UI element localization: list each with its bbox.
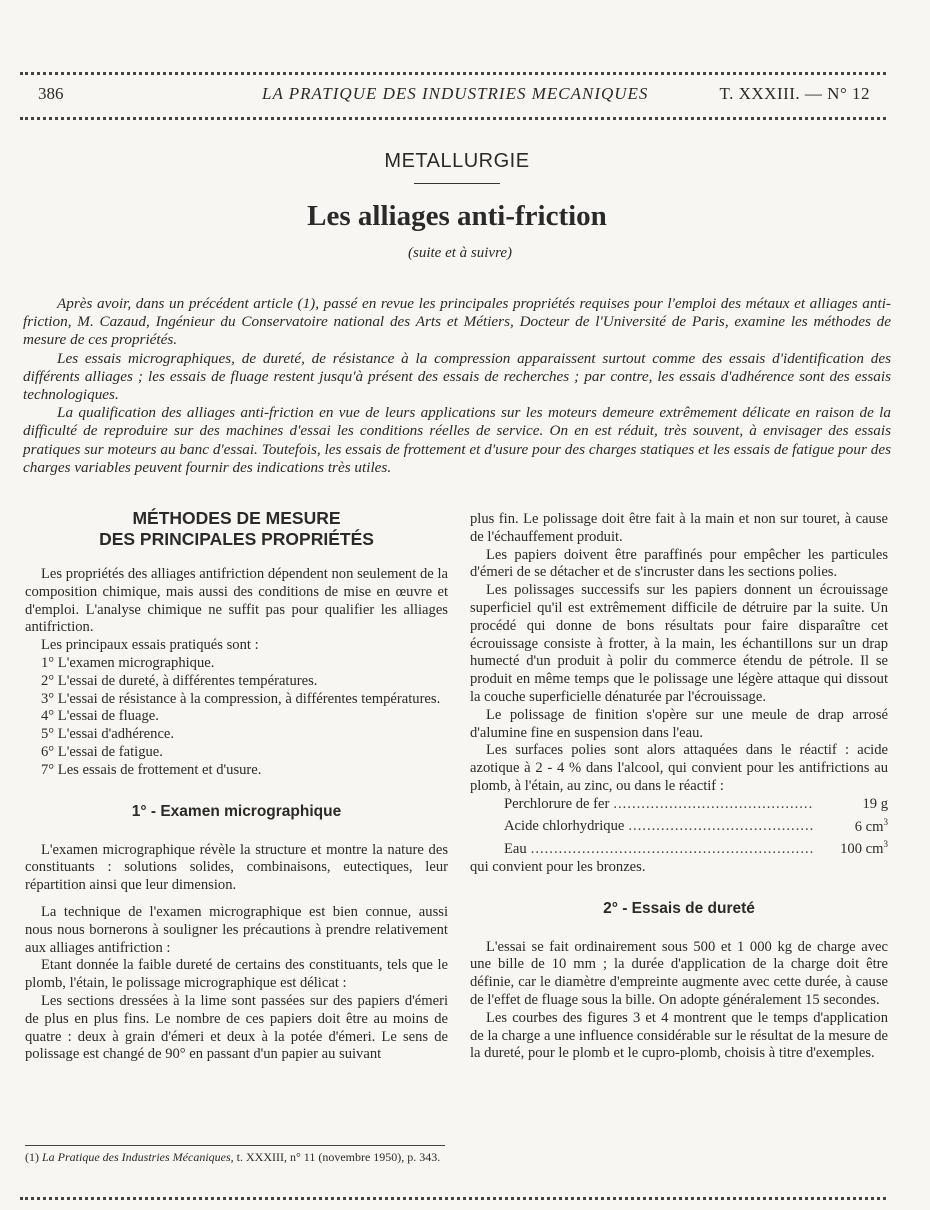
footnote [25,1150,445,1165]
intro-paragraph: La qualification des alliages anti-friction en vue de leurs applications sur les moteurs demeure extrêmement délicate en raison de la difficulté de reproduire sur des machines d'essai les conditions réelles de service. On en est réduit, très souvent, à envisager des essais pratiques sur moteurs au banc d'essai. Toutefois, les essais de frottement et d'usure pour des charges statiques et les essais de fatigue pour des charges variables peuvent fournir des indications très utiles. [23,404,891,476]
quantity-value: 6 cm [854,818,884,835]
tests-list [25,655,448,780]
top-dotted-rule [20,72,886,75]
body-paragraph: L'essai se fait ordinairement sous 500 et 1 000 kg de charge avec une bille de 10 mm ; la durée d'application de la charge doit être définie, car le diamètre d'empreinte augmente avec cette durée, à cause de l'effet de fluage sous la bille. On adopte généralement 15 secondes. [470,938,888,1009]
list-item: 5° L'essai d'adhérence. [41,726,175,743]
subsection-heading: 1° - Examen micrographique [131,802,342,820]
reagent-quantity [818,836,888,859]
paragraph-gap [25,895,448,904]
footnote-mark: (1) [25,1150,39,1164]
exponent: 3 [883,816,888,827]
section-label: METALLURGIE [384,150,530,172]
quantity-value: 100 cm [840,841,884,858]
list-item: 4° L'essai de fluage. [41,708,159,725]
reagent-quantity [818,796,888,814]
footnote-rule [25,1145,445,1146]
reagent-name: Acide chlorhydrique [504,818,625,835]
body-paragraph: Les papiers doivent être paraffinés pour empêcher les particules d'émeri de se détacher et de s'incruster dans les sections polies. [470,546,888,581]
body-paragraph: Le polissage de finition s'opère sur une meule de drap arrosé d'alumine fine en suspension dans l'eau. [470,706,888,741]
heading-line: MÉTHODES DE MESURE [132,508,341,528]
exponent: 3 [883,839,888,850]
reagent-table [470,796,888,859]
reagent-name: Perchlorure de fer [504,795,610,812]
footnote-journal: La Pratique des Industries Mécaniques, [42,1150,234,1164]
footnote-reference: t. XXXIII, n° 11 (novembre 1950), p. 343. [236,1150,441,1164]
section-underline [414,183,500,184]
list-item: 1° L'examen micrographique. [41,654,215,671]
leader-dots [613,796,814,814]
journal-title: LA PRATIQUE DES INDUSTRIES MECANIQUES [262,84,649,103]
left-column [25,508,448,1148]
reagent-row [504,836,888,859]
body-paragraph: Les sections dressées à la lime sont passées sur des papiers d'émeri de plus en plus fins. Le nombre de ces papiers doit être au moins de quatre : deux à grain d'émeri et deux à la potée d'émeri. Le sens de polissage est changé de 90° en passant d'un papier au suivant [25,992,448,1063]
body-paragraph: La technique de l'examen micrographique est bien connue, aussi nous nous bornerons à souligner les précautions à prendre relativement aux alliages antifriction : [25,903,448,956]
body-paragraph: Les principaux essais pratiqués sont : [41,637,259,654]
article-title: Les alliages anti-friction [307,200,607,232]
running-header [20,84,886,106]
list-item: 6° L'essai de fatigue. [41,743,163,760]
reagent-quantity [818,814,888,837]
leader-dots [628,818,814,836]
main-section-heading [25,508,448,550]
heading-line: DES PRINCIPALES PROPRIÉTÉS [99,529,374,549]
intro-paragraph: Les essais micrographiques, de dureté, de résistance à la compression apparaissent surtout comme des essais d'identification des différents alliages ; les essais de fluage restent jusqu'à présent des essais de recherches ; par contre, les essais d'adhérence sont des essais technologiques. [23,349,891,404]
body-paragraph: plus fin. Le polissage doit être fait à la main et non sur touret, à cause de l'échauffement produit. [470,511,888,545]
body-paragraph: L'examen micrographique révèle la structure et montre la nature des constituants : solutions solides, combinaisons, eutectiques, leur répartition ainsi que leur dimension. [25,841,448,894]
leader-dots [531,841,814,859]
reagent-name: Eau [504,841,527,858]
reagent-row [504,814,888,837]
body-paragraph: Les propriétés des alliages antifriction dépendent non seulement de la composition chimique, mais aussi des conditions de mise en œuvre et d'emploi. L'analyse chimique ne suffit pas pour qualifier les alliages antifriction. [25,566,448,636]
list-item: 3° L'essai de résistance à la compression, à différentes températures. [41,690,441,707]
list-item: 2° L'essai de dureté, à différentes températures. [41,672,318,689]
list-item: 7° Les essais de frottement et d'usure. [41,761,262,778]
right-column [470,511,888,1175]
bottom-dotted-rule [20,1197,886,1200]
body-paragraph: Les polissages successifs sur les papiers donnent un écrouissage superficiel qu'il est extrêmement difficile de détruire par la suite. Un procédé qui donne de bons résultats pour faire disparaître cet écrouissage consiste à frotter, à la main, les échantillons sur un drap humecté d'un produit à polir du commerce étendu de pétrole. Il se produit en même temps que le polissage une légère attaque qui dissout la couche superficielle dénaturée par l'écrouissage. [470,582,888,705]
body-paragraph: Etant donnée la faible dureté de certains des constituants, tels que le plomb, l'étain, le polissage micrographique est délicat : [25,957,448,992]
body-paragraph: Les courbes des figures 3 et 4 montrent que le temps d'application de la charge a une influence considérable sur le résultat de la mesure de la dureté, pour le plomb et le cupro-plomb, choisis à titre d'exemples. [470,1009,888,1062]
body-paragraph: qui convient pour les bronzes. [470,858,646,875]
quantity-value: 19 g [862,795,888,812]
body-paragraph: Les surfaces polies sont alors attaquées dans le réactif : acide azotique à 2 - 4 % dans l'alcool, qui convient pour les antifrictions au plomb, à l'étain, au zinc, ou dans le réactif : [470,742,888,794]
header-dotted-rule [20,117,886,120]
intro-paragraph: Après avoir, dans un précédent article (1), passé en revue les principales propriétés requises pour l'emploi des métaux et alliages anti-friction, M. Cazaud, Ingénieur du Conservatoire national des Arts et Métiers, Docteur de l'Université de Paris, examine les méthodes de mesure de ces propriétés. [23,295,891,349]
subsection-heading: 2° - Essais de dureté [603,899,755,917]
article-subtitle: (suite et à suivre) [408,245,512,261]
article-introduction [23,295,891,477]
reagent-row [504,796,888,814]
page-number: 386 [38,84,64,103]
volume-number: T. XXXIII. — N° 12 [719,84,870,103]
